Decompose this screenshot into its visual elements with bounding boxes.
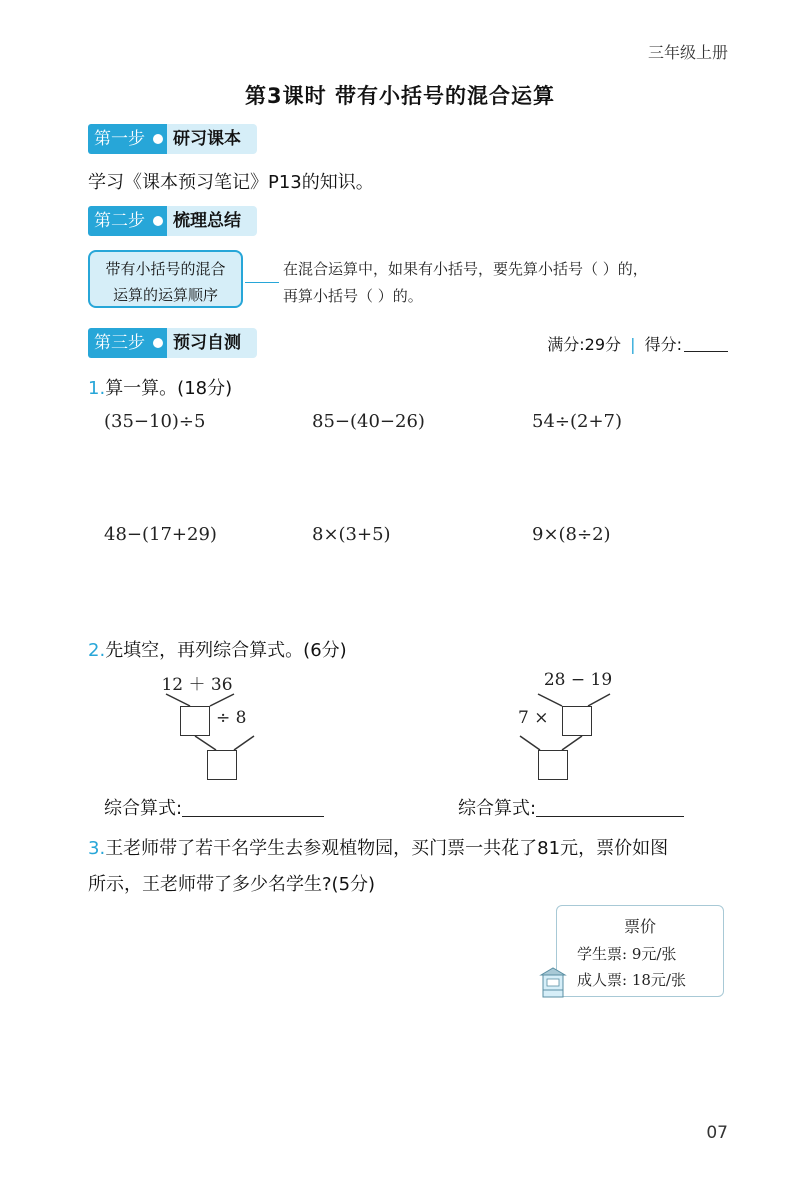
step-1-header: [88, 124, 257, 154]
formula-blank[interactable]: [182, 798, 324, 817]
step-3-name: 预习自测: [167, 328, 257, 358]
q2-right-formula: [458, 794, 684, 820]
step-2-header: [88, 206, 257, 236]
q1-expression: 54÷(2+7): [532, 411, 623, 432]
q2-right-top-expression: 28 − 19: [543, 670, 613, 690]
q3-text-line1: 王老师带了若干名学生去参观植物园，买门票一共花了81元，票价如图: [105, 838, 669, 859]
q2-title: [88, 636, 347, 662]
q1-number: 1.: [88, 378, 106, 399]
score-blank[interactable]: [684, 335, 728, 352]
q3-line1: [88, 834, 728, 860]
concept-box-line2: 运算的运算顺序: [112, 286, 218, 304]
q1-expression: 8×(3+5): [312, 524, 391, 545]
step-2-tag: 第二步: [88, 206, 167, 236]
score-label: 得分:: [644, 335, 682, 354]
q2-number: 2.: [88, 640, 106, 661]
score-area: [547, 332, 728, 355]
formula-blank[interactable]: [536, 798, 684, 817]
ticket-title: 票价: [623, 917, 656, 936]
concept-text-line1: 在混合运算中，如果有小括号，要先算小括号（ ）的，: [283, 260, 648, 278]
concept-text: [283, 256, 723, 310]
q2-right-result-box[interactable]: [538, 750, 568, 780]
lesson-title: 第3课时 带有小括号的混合运算: [245, 84, 555, 108]
study-instruction: 学习《课本预习笔记》P13的知识。: [88, 172, 374, 193]
step-dot-icon: [151, 214, 165, 228]
concept-text-line2: 再算小括号（ ）的。: [283, 287, 423, 305]
grade-label: 三年级上册: [647, 43, 728, 62]
q2-right-multiplier: 7 ×: [518, 708, 549, 728]
q2-left-result-box[interactable]: [207, 750, 237, 780]
step-dot-icon: [151, 132, 165, 146]
q2-right-answer-box[interactable]: [562, 706, 592, 736]
q1-text: 算一算。(18分): [105, 378, 233, 399]
step-3-header: [88, 328, 257, 358]
q2-left-formula: [104, 794, 324, 820]
step-1-name: 研习课本: [167, 124, 257, 154]
step-3-tag: 第三步: [88, 328, 167, 358]
q1-expression: 9×(8÷2): [532, 524, 611, 545]
adult-ticket-price: 成人票: 18元/张: [577, 971, 686, 989]
step-dot-icon: [151, 336, 165, 350]
step-1-tag: 第一步: [88, 124, 167, 154]
q1-expression: (35−10)÷5: [104, 411, 206, 432]
q2-text: 先填空，再列综合算式。(6分): [105, 640, 347, 661]
concept-box-line1: 带有小括号的混合: [105, 260, 226, 278]
score-divider: |: [630, 335, 636, 354]
q2-left-top-expression: 12 ＋ 36: [161, 675, 233, 695]
page-number: 07: [706, 1123, 728, 1143]
full-score: 满分:29分: [547, 335, 622, 354]
q1-title: [88, 374, 232, 400]
q3-text-line2: 所示，王老师带了多少名学生?(5分): [88, 874, 376, 895]
formula-label: 综合算式:: [104, 798, 183, 819]
q3-number: 3.: [88, 838, 106, 859]
formula-label: 综合算式:: [458, 798, 537, 819]
concept-box: [88, 250, 243, 308]
q1-expression: 48−(17+29): [104, 524, 217, 545]
q1-expression: 85−(40−26): [312, 411, 425, 432]
q2-left-divisor: ÷ 8: [216, 708, 247, 728]
step-2-name: 梳理总结: [167, 206, 257, 236]
concept-connector: [245, 282, 279, 283]
ticket-booth-icon: [538, 966, 568, 1000]
ticket-price-board: [556, 905, 724, 997]
q2-left-answer-box[interactable]: [180, 706, 210, 736]
student-ticket-price: 学生票: 9元/张: [577, 945, 677, 963]
